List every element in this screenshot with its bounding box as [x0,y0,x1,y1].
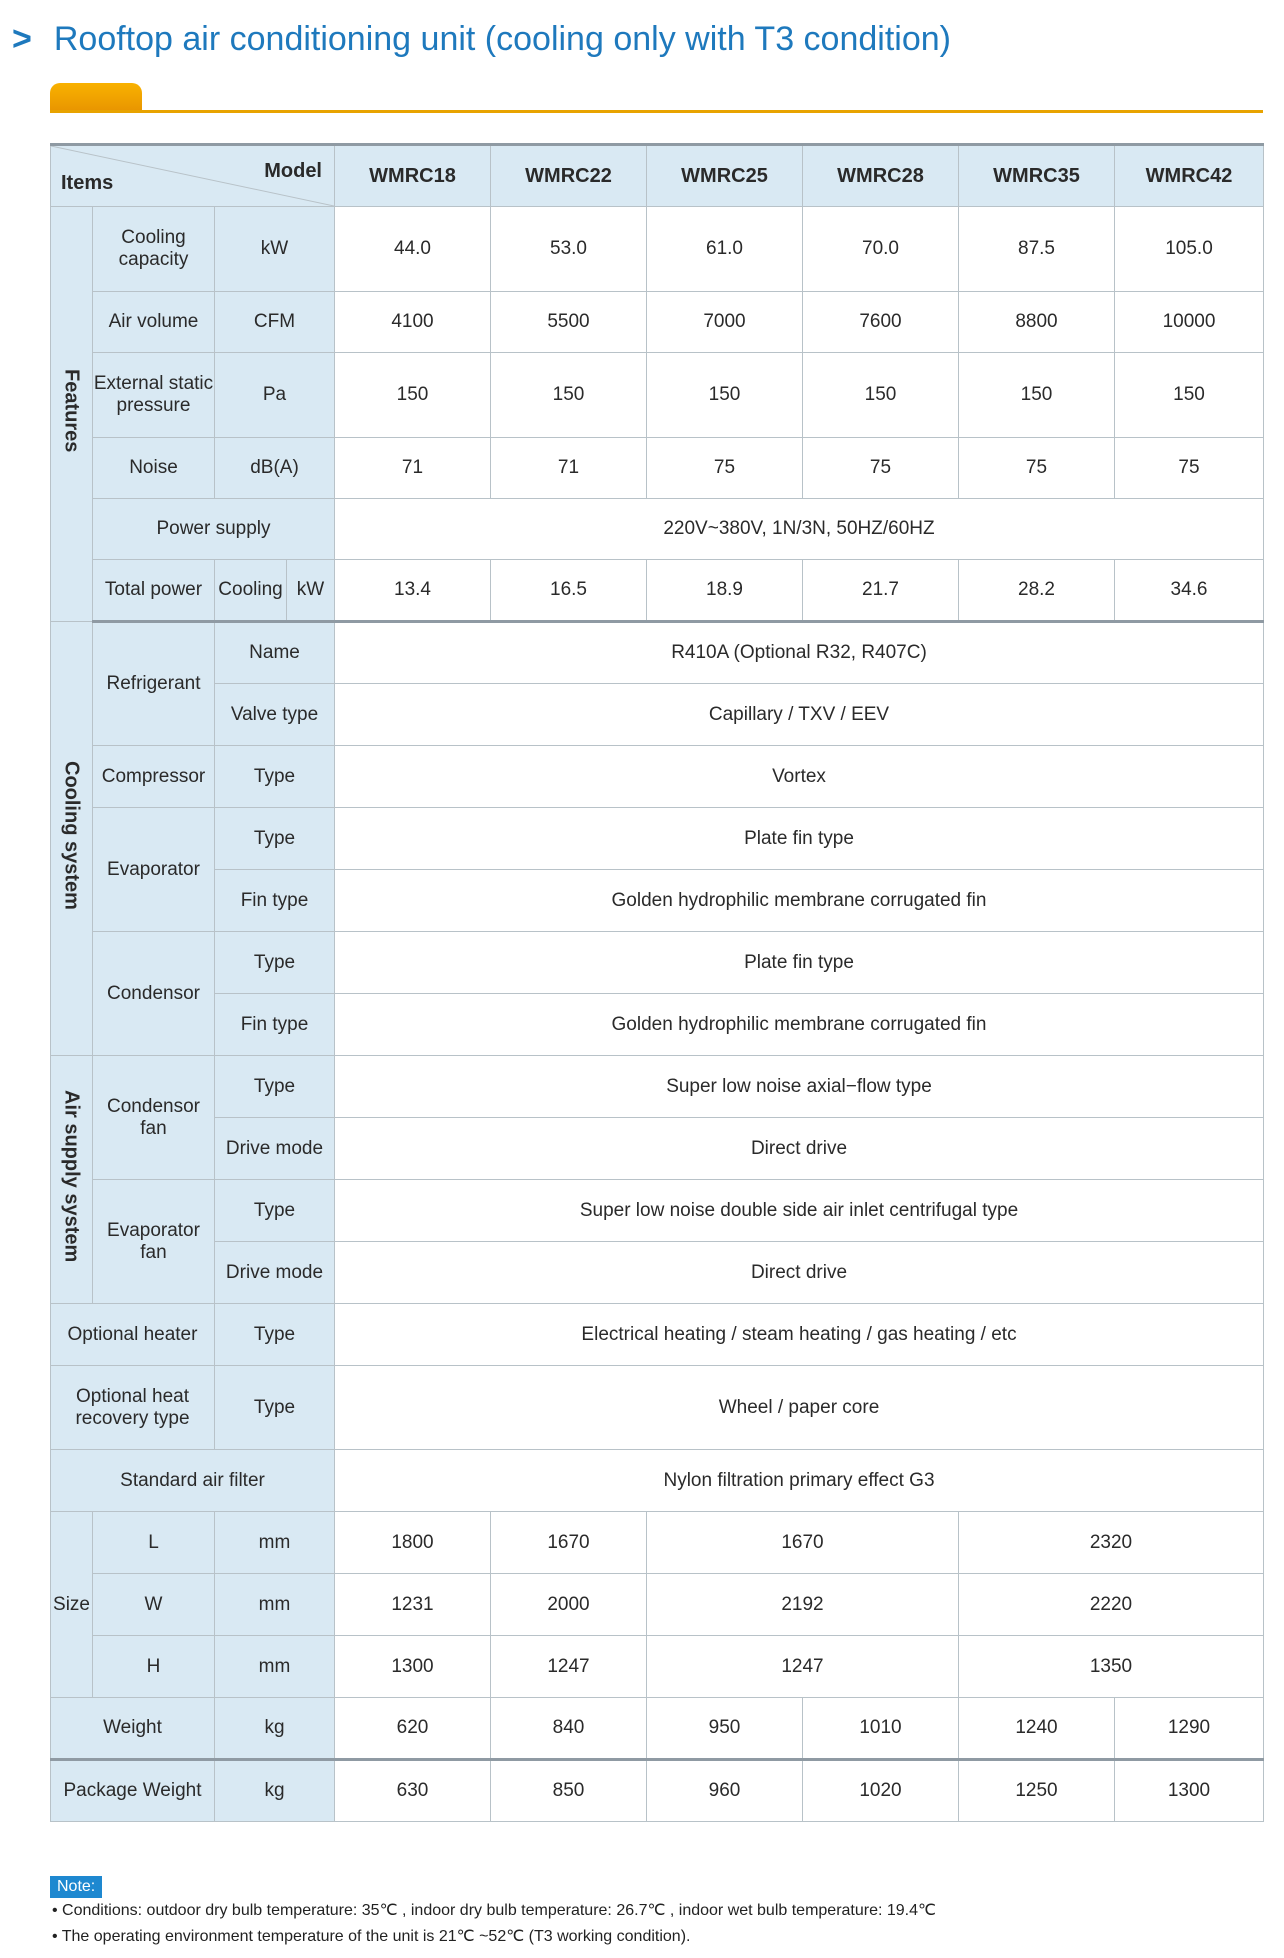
row-label: Compressor [93,746,215,808]
cell-value: Vortex [335,746,1264,808]
table-row [51,353,1264,438]
group-air-supply-system: Air supply system [51,1056,93,1304]
cell-value: 75 [803,438,959,499]
cell-value: 960 [647,1760,803,1822]
row-label: Noise [93,438,215,499]
cell-value: Plate fin type [335,932,1264,994]
model-column-header: WMRC18 [335,145,491,207]
cell-value: 44.0 [335,207,491,292]
cell-value: 34.6 [1115,560,1264,622]
row-label: Evaporator [93,808,215,932]
cell-value: 950 [647,1698,803,1760]
row-sublabel: Type [215,1366,335,1450]
table-row [51,870,1264,932]
row-unit: kW [215,207,335,292]
cell-value: 70.0 [803,207,959,292]
row-unit: kg [215,1760,335,1822]
cell-value: Wheel / paper core [335,1366,1264,1450]
table-row [51,1056,1264,1118]
model-column-header: WMRC42 [1115,145,1264,207]
cell-value: Nylon filtration primary effect G3 [335,1450,1264,1512]
cell-value: 8800 [959,292,1115,353]
cell-value: 630 [335,1760,491,1822]
model-column-header: WMRC25 [647,145,803,207]
cell-value: 87.5 [959,207,1115,292]
table-row [51,1118,1264,1180]
cell-value: 4100 [335,292,491,353]
row-label: Refrigerant [93,622,215,746]
cell-value: 1020 [803,1760,959,1822]
cell-value: Golden hydrophilic membrane corrugated fin [335,994,1264,1056]
cell-value: 7000 [647,292,803,353]
cell-value: 840 [491,1698,647,1760]
cell-value: 150 [647,353,803,438]
cell-value: 850 [491,1760,647,1822]
row-unit: Pa [215,353,335,438]
cell-value: 53.0 [491,207,647,292]
cell-value: 71 [335,438,491,499]
cell-value: 220V~380V, 1N/3N, 50HZ/60HZ [335,499,1264,560]
table-row [51,994,1264,1056]
model-header: Model [264,160,322,182]
row-label: Optional heater [51,1304,215,1366]
row-sublabel: Cooling [215,560,287,622]
row-sublabel: Type [215,1304,335,1366]
row-label: L [93,1512,215,1574]
table-row [51,684,1264,746]
row-label: Optional heat recovery type [51,1366,215,1450]
row-label: Weight [51,1698,215,1760]
table-row [51,207,1264,292]
table-row [51,932,1264,994]
cell-value: 1670 [647,1512,959,1574]
cell-value: 2192 [647,1574,959,1636]
cell-value: 61.0 [647,207,803,292]
cell-value: Direct drive [335,1118,1264,1180]
row-unit: mm [215,1574,335,1636]
table-row [51,292,1264,353]
page-title-text: Rooftop air conditioning unit (cooling only with T3 condition) [53,19,951,58]
table-row [51,1366,1264,1450]
cell-value: 150 [803,353,959,438]
cell-value: 1800 [335,1512,491,1574]
cell-value: 1247 [491,1636,647,1698]
row-sublabel: Fin type [215,994,335,1056]
cell-value: 75 [1115,438,1264,499]
row-label: Evaporator fan [93,1180,215,1304]
row-label: Cooling capacity [93,207,215,292]
cell-value: Capillary / TXV / EEV [335,684,1264,746]
cell-value: 1670 [491,1512,647,1574]
cell-value: 150 [491,353,647,438]
row-label: Condensor [93,932,215,1056]
table-row [51,1698,1264,1760]
cell-value: 2000 [491,1574,647,1636]
table-row [51,746,1264,808]
table-row [51,1574,1264,1636]
table-row [51,1180,1264,1242]
table-row [51,1450,1264,1512]
group-size: Size [51,1512,93,1698]
model-column-header: WMRC28 [803,145,959,207]
row-sublabel: Type [215,1056,335,1118]
row-sublabel: Valve type [215,684,335,746]
row-sublabel: Type [215,1180,335,1242]
cell-value: Electrical heating / steam heating / gas heating / etc [335,1304,1264,1366]
cell-value: 105.0 [1115,207,1264,292]
table-row [51,438,1264,499]
row-sublabel: Name [215,622,335,684]
row-label: Air volume [93,292,215,353]
cell-value: Plate fin type [335,808,1264,870]
table-row [51,1242,1264,1304]
cell-value: 150 [1115,353,1264,438]
row-unit: mm [215,1636,335,1698]
note-line: • The operating environment temperature of the unit is 21℃ ~52℃ (T3 working condition). [52,1928,691,1945]
table-row [51,560,1264,622]
cell-value: 1231 [335,1574,491,1636]
cell-value: 1010 [803,1698,959,1760]
cell-value: 16.5 [491,560,647,622]
cell-value: Direct drive [335,1242,1264,1304]
row-sublabel: Type [215,932,335,994]
row-sublabel: Type [215,746,335,808]
row-label: H [93,1636,215,1698]
table-row [51,808,1264,870]
model-column-header: WMRC35 [959,145,1115,207]
cell-value: 75 [959,438,1115,499]
cell-value: 1290 [1115,1698,1264,1760]
title-accent-tab [50,83,142,112]
chevron-right-icon: > [12,19,32,58]
cell-value: 1350 [959,1636,1264,1698]
cell-value: 18.9 [647,560,803,622]
row-label: Standard air filter [51,1450,335,1512]
row-unit: dB(A) [215,438,335,499]
note-line: • Conditions: outdoor dry bulb temperature: 35℃ , indoor dry bulb temperature: 26.7℃ , indoor wet bulb temperature: 19.4℃ [52,1902,936,1919]
cell-value: 2220 [959,1574,1264,1636]
row-label: Condensor fan [93,1056,215,1180]
cell-value: 7600 [803,292,959,353]
cell-value: 10000 [1115,292,1264,353]
row-label: W [93,1574,215,1636]
title-divider [50,110,1263,113]
cell-value: 75 [647,438,803,499]
table-row [51,622,1264,684]
header-corner [51,145,335,207]
cell-value: 21.7 [803,560,959,622]
cell-value: 1300 [335,1636,491,1698]
group-cooling-system: Cooling system [51,622,93,1056]
row-sublabel: Type [215,808,335,870]
cell-value: 1300 [1115,1760,1264,1822]
cell-value: 13.4 [335,560,491,622]
cell-value: Super low noise double side air inlet centrifugal type [335,1180,1264,1242]
row-unit: kW [287,560,335,622]
row-sublabel: Drive mode [215,1118,335,1180]
row-sublabel: Fin type [215,870,335,932]
spec-table [50,143,1264,1822]
items-header: Items [61,172,114,194]
table-row [51,1636,1264,1698]
cell-value: 2320 [959,1512,1264,1574]
cell-value: 28.2 [959,560,1115,622]
cell-value: 1240 [959,1698,1115,1760]
page-title [12,14,951,64]
table-row [51,1512,1264,1574]
cell-value: 1247 [647,1636,959,1698]
row-label: Power supply [93,499,335,560]
cell-value: R410A (Optional R32, R407C) [335,622,1264,684]
note-badge: Note: [50,1876,102,1898]
row-unit: mm [215,1512,335,1574]
cell-value: 620 [335,1698,491,1760]
cell-value: 71 [491,438,647,499]
row-label: Total power [93,560,215,622]
table-row [51,1760,1264,1822]
row-label: External static pressure [93,353,215,438]
model-column-header: WMRC22 [491,145,647,207]
cell-value: 5500 [491,292,647,353]
row-sublabel: Drive mode [215,1242,335,1304]
cell-value: Super low noise axial−flow type [335,1056,1264,1118]
group-features: Features [51,207,93,622]
row-label: Package Weight [51,1760,215,1822]
row-unit: kg [215,1698,335,1760]
cell-value: Golden hydrophilic membrane corrugated fin [335,870,1264,932]
table-row [51,1304,1264,1366]
cell-value: 150 [335,353,491,438]
row-unit: CFM [215,292,335,353]
cell-value: 150 [959,353,1115,438]
table-row [51,499,1264,560]
cell-value: 1250 [959,1760,1115,1822]
